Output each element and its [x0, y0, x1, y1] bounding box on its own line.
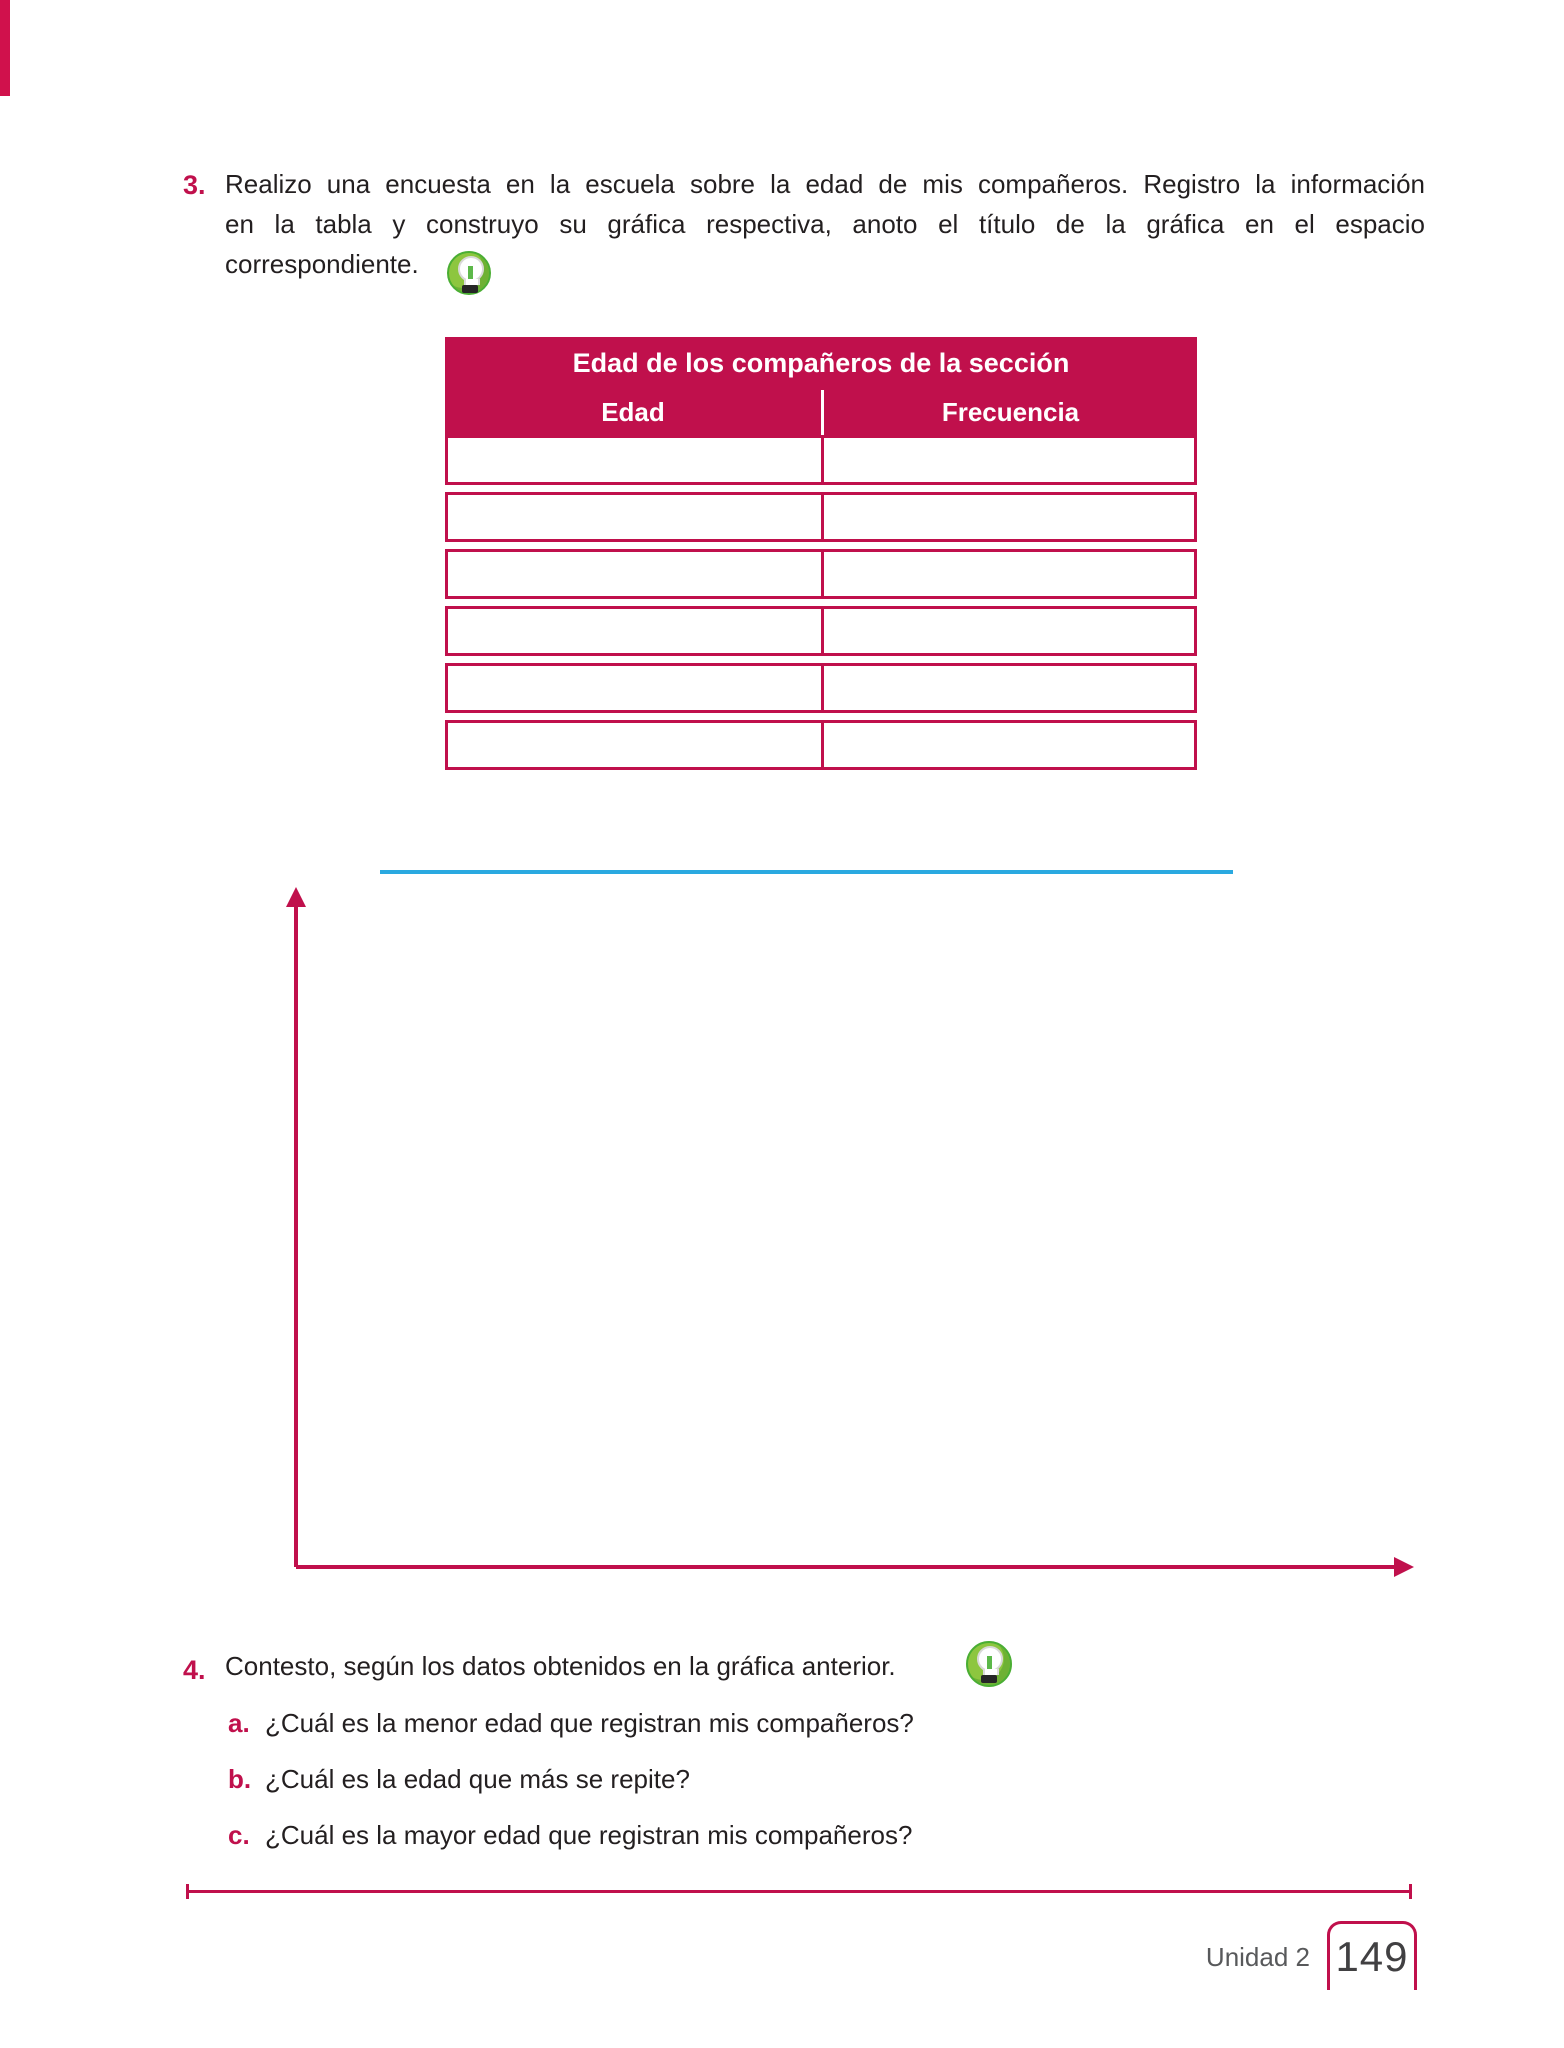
question-b [228, 1764, 1228, 1795]
table-row [445, 492, 1197, 542]
unit-label: Unidad 2 [1205, 1942, 1310, 1972]
question-c-text: ¿Cuál es la mayor edad que registran mis compañeros? [265, 1820, 913, 1850]
table-cell-edad[interactable] [448, 666, 824, 710]
exercise-4-number: 4. [183, 1655, 206, 1685]
table-cell-frecuencia[interactable] [824, 723, 1194, 767]
table-cell-edad[interactable] [448, 609, 824, 653]
table-cell-edad[interactable] [448, 495, 824, 539]
table-cell-frecuencia[interactable] [824, 609, 1194, 653]
table-cell-edad[interactable] [448, 438, 824, 482]
page-edge-tab [0, 0, 10, 96]
table-cell-frecuencia[interactable] [824, 438, 1194, 482]
bulb-base [981, 1675, 997, 1683]
page-number-tab [1327, 1921, 1417, 1990]
table-row [445, 549, 1197, 599]
exercise-3-line-1: Realizo una encuesta en la escuela sobre la edad de mis compañeros. Registro la información [225, 169, 1425, 199]
question-b-text: ¿Cuál es la edad que más se repite? [265, 1764, 690, 1794]
exercise-3-text [225, 164, 1425, 284]
y-axis [294, 903, 298, 1567]
exercise-3-line-2: en la tabla y construyo su gráfica respectiva, anoto el título de la gráfica en el espacio [225, 209, 1425, 239]
bulb-base [462, 285, 478, 293]
question-a-label: a. [228, 1708, 250, 1738]
footer-rule [186, 1890, 1412, 1893]
table-cell-frecuencia[interactable] [824, 495, 1194, 539]
lightbulb-hint-icon [966, 1641, 1012, 1687]
page-number: 149 [1335, 1933, 1409, 1980]
lightbulb-hint-icon [447, 251, 491, 295]
x-axis-arrow-icon [1394, 1557, 1414, 1577]
exercise-3-number: 3. [183, 170, 206, 200]
table-cell-frecuencia[interactable] [824, 552, 1194, 596]
table-body [445, 435, 1197, 770]
table-header-edad: Edad [445, 390, 824, 435]
table-header-frecuencia: Frecuencia [941, 397, 1080, 427]
question-c [228, 1820, 1228, 1851]
table-column-headers [445, 390, 1197, 435]
question-a [228, 1708, 1228, 1739]
table-row [445, 720, 1197, 770]
table-cell-edad[interactable] [448, 552, 824, 596]
table-row [445, 606, 1197, 656]
frequency-table [445, 337, 1197, 770]
table-row [445, 435, 1197, 485]
graph-title-input-line[interactable] [380, 870, 1233, 874]
x-axis [296, 1565, 1396, 1569]
footer-rule-left-tick [186, 1884, 189, 1899]
table-cell-edad[interactable] [448, 723, 824, 767]
table-row [445, 663, 1197, 713]
table-header-band [445, 337, 1197, 435]
table-title: Edad de los compañeros de la sección [572, 348, 1070, 378]
table-cell-frecuencia[interactable] [824, 666, 1194, 710]
exercise-4-text: Contesto, según los datos obtenidos en la gráfica anterior. [225, 1651, 896, 1681]
exercise-3-line-3: correspondiente. [225, 249, 419, 279]
footer-rule-right-tick [1409, 1884, 1412, 1899]
question-a-text: ¿Cuál es la menor edad que registran mis compañeros? [265, 1708, 914, 1738]
question-b-label: b. [228, 1764, 252, 1794]
question-c-label: c. [228, 1820, 250, 1850]
